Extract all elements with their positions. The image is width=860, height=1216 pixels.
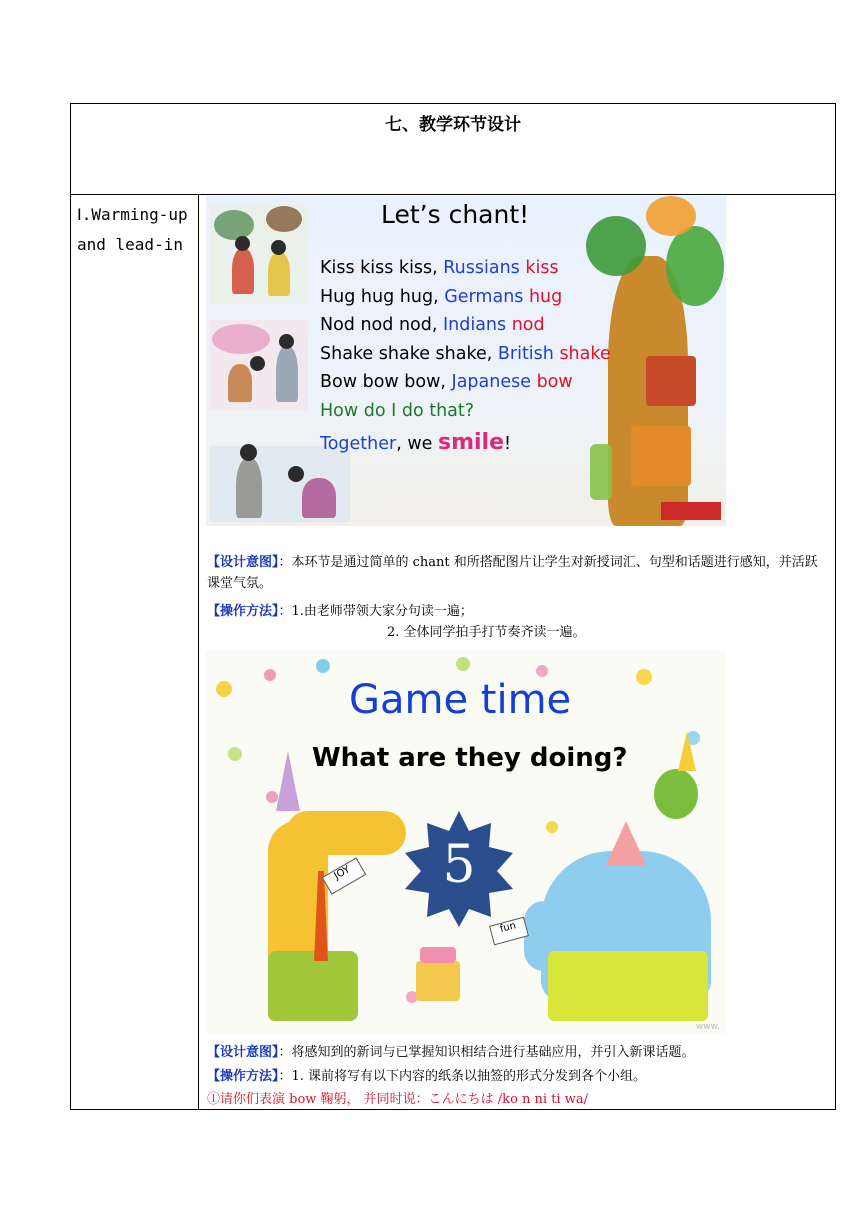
parrot-illustration [654,769,698,819]
task-line: ①请你们表演 bow 鞠躬， 并同时说：こんにちは /ko n ni ti wa/ [207,1092,588,1107]
countdown-badge [399,809,519,929]
cake-illustration [416,961,460,1001]
chant-slide-image [206,196,726,526]
game-slide-image [206,651,726,1034]
method-paragraph-2: 【操作方法】：1. 课前将写有以下内容的纸条以抽签的形式分发到各个小组。 [207,1069,647,1084]
content-column [199,195,835,1109]
game-subtitle: What are they doing? [312,743,628,773]
chant-lines [320,254,611,459]
method-paragraph-1: 【操作方法】：1.由老师带领大家分句读一遍； [207,604,473,619]
chant-line: Shake shake shake, British shake [320,343,611,364]
joy-flag: JOY [322,857,367,894]
chant-line: Bow bow bow, Japanese bow [320,372,573,392]
fun-flag: fun [489,917,529,946]
game-title: Game time [349,677,572,723]
countdown-number: 5 [442,835,476,895]
chant-question: How do I do that? [320,400,475,421]
chant-line: Hug hug hug, Germans hug [320,286,563,307]
intent-paragraph-1: 【设计意图】：本环节是通过简单的 chant 和所搭配图片让学生对新授词汇、句型和话题进行感知，并活跃课堂气氛。 [207,555,818,591]
stage-column [71,195,199,1109]
chant-title: Let’s chant! [381,200,530,229]
intent-paragraph-2: 【设计意图】：将感知到的新词与已掌握知识相结合进行基础应用，并引入新课话题。 [207,1045,695,1060]
chant-together-line: Together, we smile! [320,430,512,455]
method-step-2: 2. 全体同学拍手打节奏齐读一遍。 [387,625,586,640]
table-header-row [71,104,835,195]
chant-line: Nod nod nod, Indians nod [320,315,545,335]
section-title: 七、教学环节设计 [385,115,521,135]
watermark: www. [695,1022,720,1032]
stage-label: Ⅰ.Warming-up and lead-in [77,205,188,254]
lesson-design-table [70,103,836,1110]
chant-line: Kiss kiss kiss, Russians kiss [320,258,559,278]
